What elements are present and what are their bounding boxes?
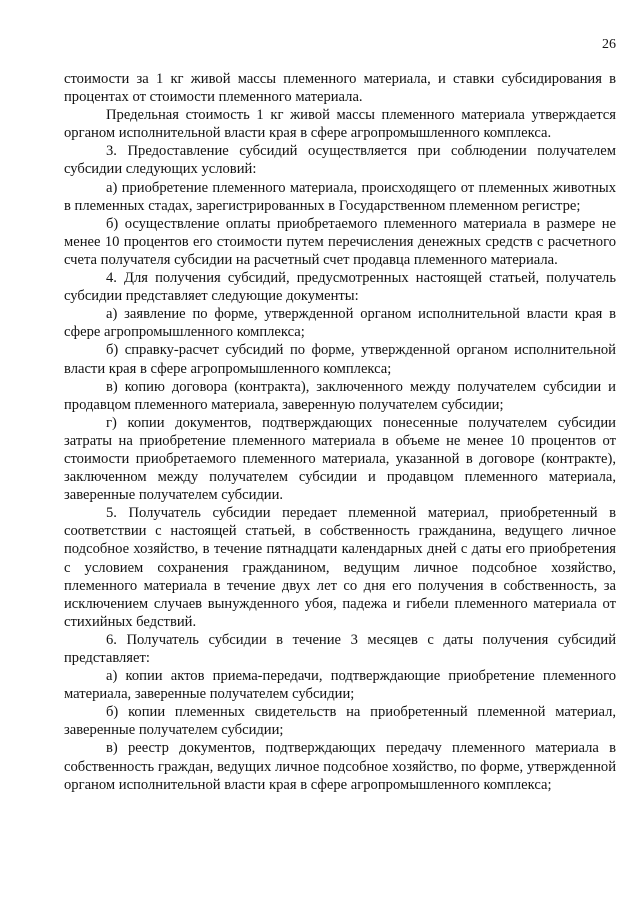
paragraph-6-v: в) реестр документов, подтверждающих передачу племенного материала в собственность граждан, ведущих личное подсобное хозяйство, по форме, утвержденной органом исполнительной власти края в сфере агропромышленного комплекса; bbox=[64, 740, 616, 793]
paragraph-4-v: в) копию договора (контракта), заключенного между получателем субсидии и продавцом племенного материала, заверенную получателем субсидии; bbox=[64, 378, 616, 413]
paragraph-3-b: б) осуществление оплаты приобретаемого племенного материала в размере не менее 10 процентов его стоимости путем перечисления денежных средств с расчетного счета получателя субсидии на расчетный счет продавца племенного материала. bbox=[64, 215, 616, 268]
paragraph-5: 5. Получатель субсидии передает племенной материал, приобретенный в соответствии с настоящей статьей, в собственность гражданина, ведущего личное подсобное хозяйство, в течение пятнадцати календарных дней с даты его приобретения с условием сохранения гражданином, ведущим личное подсобное хозяйство, племенного материала в течение двух лет со дня его получения в собственность, за исключением случаев вынужденного убоя, падежа и гибели племенного материала от стихийных бедствий. bbox=[64, 505, 616, 630]
paragraph-3-a: а) приобретение племенного материала, происходящего от племенных животных в племенных стадах, зарегистрированных в Государственном племенном регистре; bbox=[64, 179, 616, 214]
page-number: 26 bbox=[602, 37, 616, 52]
paragraph-6-a: а) копии актов приема-передачи, подтверждающие приобретение племенного материала, заверенные получателем субсидии; bbox=[64, 668, 616, 703]
paragraph-4-a: а) заявление по форме, утвержденной органом исполнительной власти края в сфере агропромышленного комплекса; bbox=[64, 306, 616, 341]
paragraph-4-b: б) справку-расчет субсидий по форме, утвержденной органом исполнительной власти края в сфере агропромышленного комплекса; bbox=[64, 342, 616, 377]
paragraph-3: 3. Предоставление субсидий осуществляется при соблюдении получателем субсидии следующих условий: bbox=[64, 143, 616, 178]
paragraph-max-cost: Предельная стоимость 1 кг живой массы племенного материала утверждается органом исполнительной власти края в сфере агропромышленного комплекса. bbox=[64, 107, 616, 142]
paragraph-4: 4. Для получения субсидий, предусмотренных настоящей статьей, получатель субсидии представляет следующие документы: bbox=[64, 270, 616, 305]
paragraph-6-b: б) копии племенных свидетельств на приобретенный племенной материал, заверенные получателем субсидии; bbox=[64, 704, 616, 739]
paragraph-6: 6. Получатель субсидии в течение 3 месяцев с даты получения субсидий представляет: bbox=[64, 631, 616, 666]
document-body bbox=[64, 70, 616, 794]
paragraph-4-g: г) копии документов, подтверждающих понесенные получателем субсидии затраты на приобретение племенного материала в объеме не менее 10 процентов от стоимости приобретаемого племенного материала, указанной в договоре (контракте), заключенном между получателем субсидии и продавцом племенного материала, заверенные получателем субсидии. bbox=[64, 414, 616, 504]
paragraph-continuation: стоимости за 1 кг живой массы племенного материала, и ставки субсидирования в процентах от стоимости племенного материала. bbox=[64, 71, 616, 106]
